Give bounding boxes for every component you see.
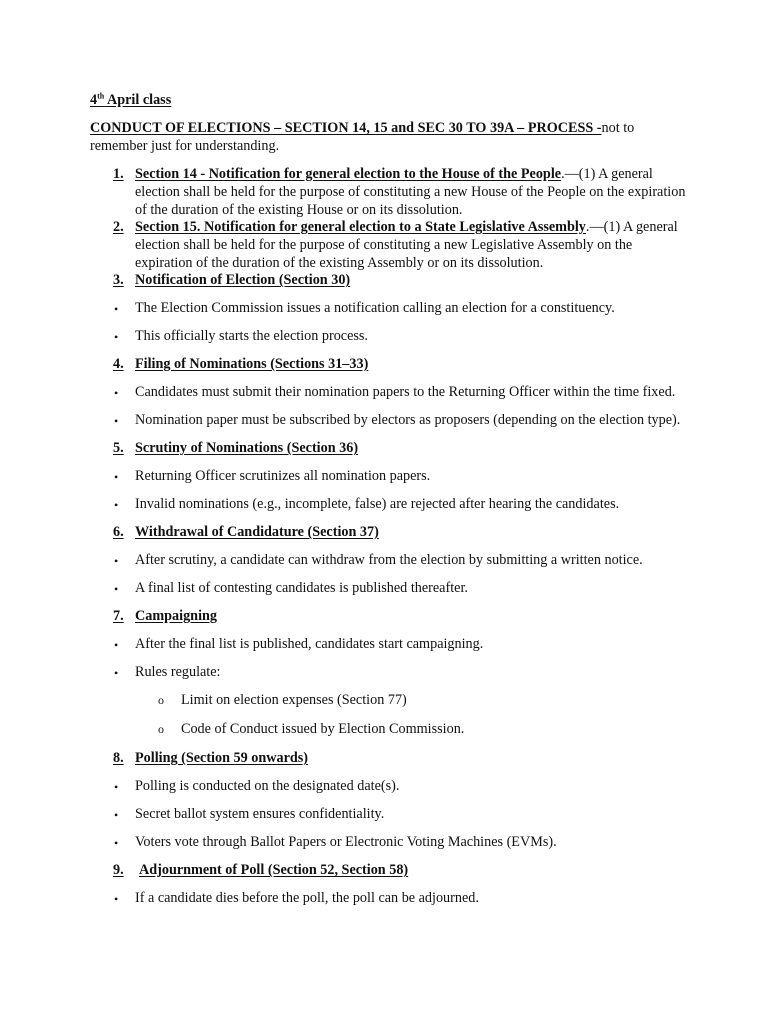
section-heading: Polling (Section 59 onwards) (135, 750, 309, 766)
bullet-text: This officially starts the election process. (135, 328, 368, 344)
bullet-icon: • (114, 582, 119, 596)
section-14-text-line: election shall be held for the purpose of constituting a new House of the People on the expiration (135, 184, 686, 200)
section-heading: Scrutiny of Nominations (Section 36) (135, 440, 359, 456)
bullet-icon: • (114, 836, 119, 850)
date-text: April class (104, 92, 172, 108)
bullet-icon: • (114, 666, 119, 680)
section-14-text: .—(1) A general (561, 166, 653, 182)
bullet-icon: • (114, 330, 119, 344)
section-15-text-line: election shall be held for the purpose of constituting a new Legislative Assembly on the (135, 237, 633, 253)
sub-bullet-text: Limit on election expenses (Section 77) (181, 692, 407, 708)
item-2-heading-line (135, 219, 678, 237)
bullet-icon: • (114, 470, 119, 484)
bullet-icon: • (114, 302, 119, 316)
item-number: 2. (113, 219, 124, 235)
bullet-text: Invalid nominations (e.g., incomplete, false) are rejected after hearing the candidates. (135, 496, 620, 512)
item-number: 7. (113, 608, 124, 624)
bullet-icon: • (114, 386, 119, 400)
item-number: 6. (113, 524, 124, 540)
bullet-icon: • (114, 498, 119, 512)
document-title: CONDUCT OF ELECTIONS – SECTION 14, 15 and SEC 30 TO 39A – PROCESS - (90, 120, 602, 136)
bullet-text: Nomination paper must be subscribed by electors as proposers (depending on the election type). (135, 412, 681, 428)
intro-title-line (90, 120, 634, 138)
bullet-text: After scrutiny, a candidate can withdraw from the election by submitting a written notice. (135, 552, 643, 568)
title-suffix: not to (601, 120, 635, 136)
class-date-heading (90, 92, 171, 110)
bullet-text: Voters vote through Ballot Papers or Electronic Voting Machines (EVMs). (135, 834, 557, 850)
bullet-icon: • (114, 808, 119, 822)
section-15-text: .—(1) A general (585, 219, 678, 235)
item-number: 9. (113, 862, 124, 878)
section-heading: Filing of Nominations (Sections 31–33) (135, 356, 369, 372)
section-14-heading: Section 14 - Notification for general election to the House of the People (135, 166, 562, 182)
bullet-icon: • (114, 780, 119, 794)
sub-bullet-icon: o (158, 722, 164, 736)
item-1-heading-line (135, 166, 653, 184)
section-heading: Adjournment of Poll (Section 52, Section 58) (139, 862, 409, 878)
section-15-text-line: expiration of the duration of the existing Assembly or on its dissolution. (135, 255, 544, 271)
section-heading: Withdrawal of Candidature (Section 37) (135, 524, 379, 540)
sub-bullet-icon: o (158, 693, 164, 707)
item-number: 8. (113, 750, 124, 766)
bullet-text: Rules regulate: (135, 664, 221, 680)
item-number: 5. (113, 440, 124, 456)
bullet-text: Returning Officer scrutinizes all nomination papers. (135, 468, 431, 484)
bullet-text: A final list of contesting candidates is published thereafter. (135, 580, 468, 596)
bullet-icon: • (114, 554, 119, 568)
section-14-text-line: of the duration of the existing House or on its dissolution. (135, 202, 463, 218)
section-15-heading: Section 15. Notification for general election to a State Legislative Assembly (135, 219, 586, 235)
section-heading: Campaigning (135, 608, 217, 624)
bullet-text: The Election Commission issues a notification calling an election for a constituency. (135, 300, 615, 316)
section-heading: Notification of Election (Section 30) (135, 272, 351, 288)
date-superscript: th (97, 91, 105, 101)
item-number: 4. (113, 356, 124, 372)
item-number: 3. (113, 272, 124, 288)
date-number: 4 (90, 92, 98, 108)
bullet-text: Candidates must submit their nomination papers to the Returning Officer within the time fixed. (135, 384, 676, 400)
item-number: 1. (113, 166, 124, 182)
bullet-icon: • (114, 892, 119, 906)
bullet-icon: • (114, 414, 119, 428)
sub-bullet-text: Code of Conduct issued by Election Commission. (181, 721, 465, 737)
bullet-text: Polling is conducted on the designated date(s). (135, 778, 400, 794)
intro-note: remember just for understanding. (90, 138, 280, 154)
bullet-text: After the final list is published, candidates start campaigning. (135, 636, 484, 652)
bullet-icon: • (114, 638, 119, 652)
bullet-text: Secret ballot system ensures confidentiality. (135, 806, 385, 822)
bullet-text: If a candidate dies before the poll, the poll can be adjourned. (135, 890, 479, 906)
